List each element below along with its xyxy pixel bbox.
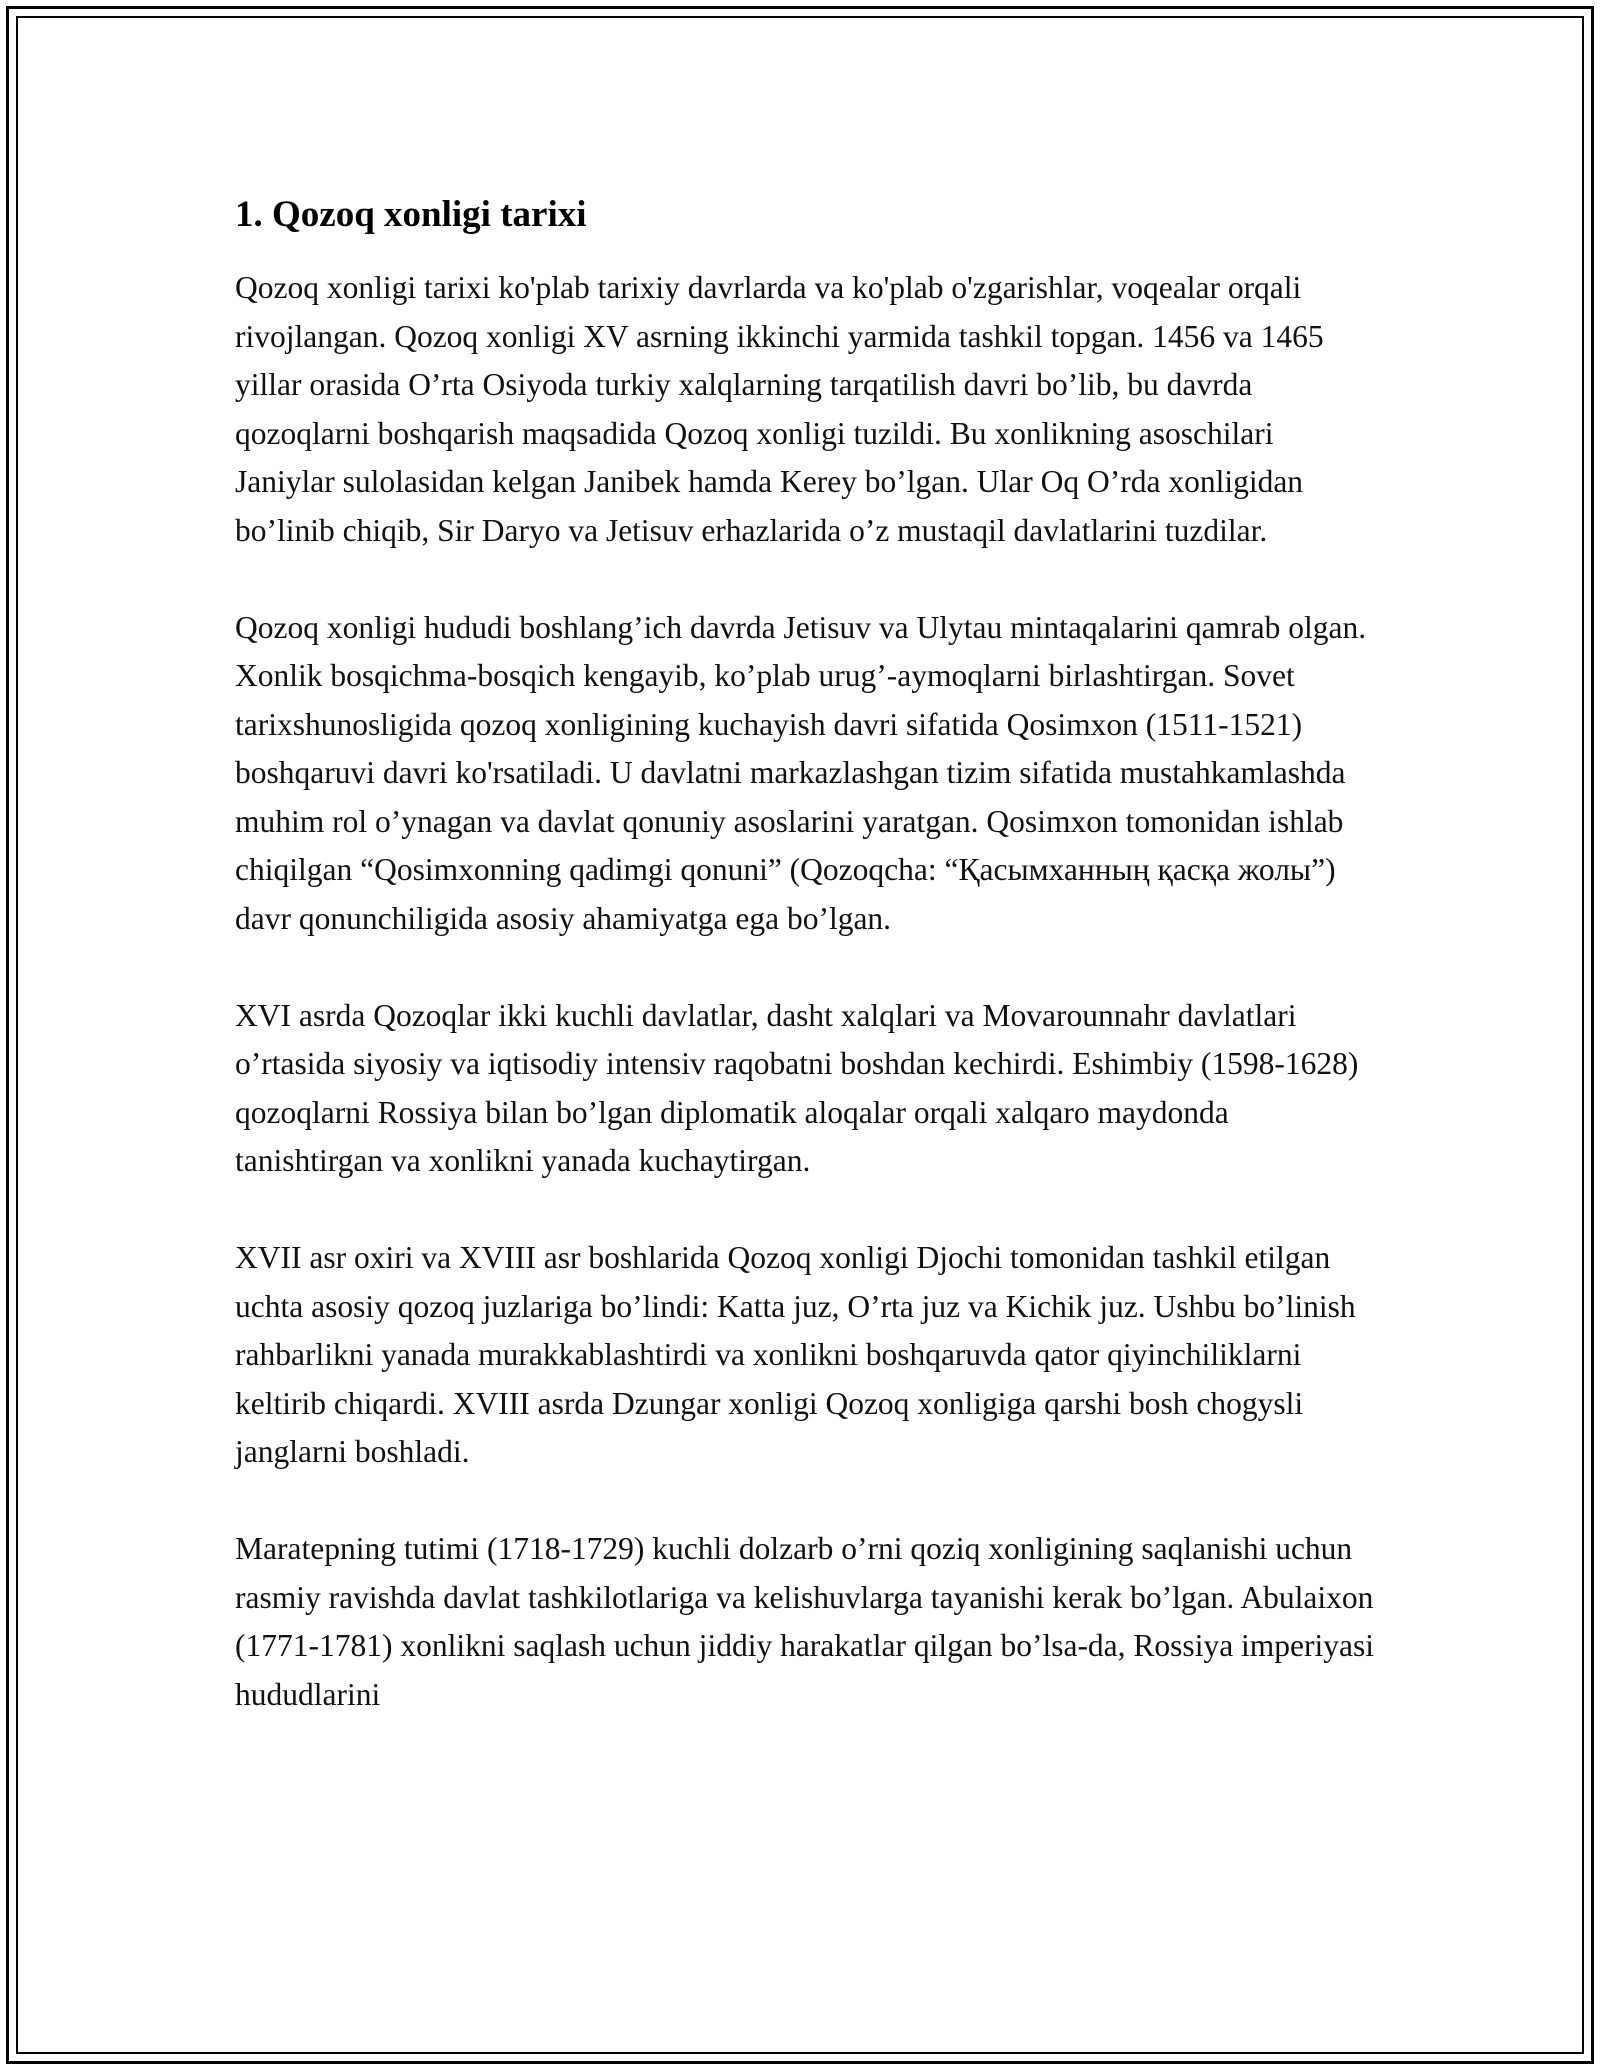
- paragraph-1: Qozoq xonligi tarixi ko'plab tarixiy davrlarda va ko'plab o'zgarishlar, voqealar orqali rivojlangan. Qozoq xonligi XV asrning ikkinchi yarmida tashkil topgan. 1456 va 1465 yillar orasida O’rta Osiyoda turkiy xalqlarning tarqatilish davri bo’lib, bu davrda qozoqlarni boshqarish maqsadida Qozoq xonligi tuzildi. Bu xonlikning asoschilari Janiylar sulolasidan kelgan Janibek hamda Kerey bo’lgan. Ular Oq O’rda xonligidan bo’linib chiqib, Sir Daryo va Jetisuv erhazlarida o’z mustaqil davlatlarini tuzdilar.: [235, 270, 1324, 548]
- paragraph-5: Maratepning tutimi (1718-1729) kuchli dolzarb o’rni qoziq xonligining saqlanishi uchun rasmiy ravishda davlat tashkilotlariga va kelishuvlarga tayanishi kerak bo’lgan. Abulaixon (1771-1781) xonlikni saqlash uchun jiddiy harakatlar qilgan bo’lsa-da, Rossiya imperiyasi hududlarini: [235, 1531, 1375, 1712]
- document-body: [235, 186, 1375, 1768]
- section-title: 1. Qozoq xonligi tarixi: [235, 194, 587, 235]
- paragraph-2: Qozoq xonligi hududi boshlang’ich davrda Jetisuv va Ulytau mintaqalarini qamrab olgan. Xonlik bosqichma-bosqich kengayib, ko’plab urug’-aymoqlarni birlashtirgan. Sovet tarixshunosligida qozoq xonligining kuchayish davri sifatida Qosimxon (1511-1521) boshqaruvi davri ko'rsatiladi. U davlatni markazlashgan tizim sifatida mustahkamlashda muhim rol o’ynagan va davlat qonuniy asoslarini yaratgan. Qosimxon tomonidan ishlab chiqilgan “Qosimxonning qadimgi qonuni” (Qozoqcha: “Қасымханның қасқа жолы”) davr qonunchiligida asosiy ahamiyatga ega bo’lgan.: [235, 609, 1367, 936]
- paragraph-3: XVI asrda Qozoqlar ikki kuchli davlatlar, dasht xalqlari va Movarounnahr davlatlari o’rtasida siyosiy va iqtisodiy intensiv raqobatni boshdan kechirdi. Eshimbiy (1598-1628) qozoqlarni Rossiya bilan bo’lgan diplomatik aloqalar orqali xalqaro maydonda tanishtirgan va xonlikni yanada kuchaytirgan.: [235, 997, 1359, 1178]
- paragraph-4: XVII asr oxiri va XVIII asr boshlarida Qozoq xonligi Djochi tomonidan tashkil etilgan uchta asosiy qozoq juzlariga bo’lindi: Katta juz, O’rta juz va Kichik juz. Ushbu bo’linish rahbarlikni yanada murakkablashtirdi va xonlikni boshqaruvda qator qiyinchiliklarni keltirib chiqardi. XVIII asrda Dzungar xonligi Qozoq xonligiga qarshi bosh chogysli janglarni boshladi.: [235, 1240, 1356, 1469]
